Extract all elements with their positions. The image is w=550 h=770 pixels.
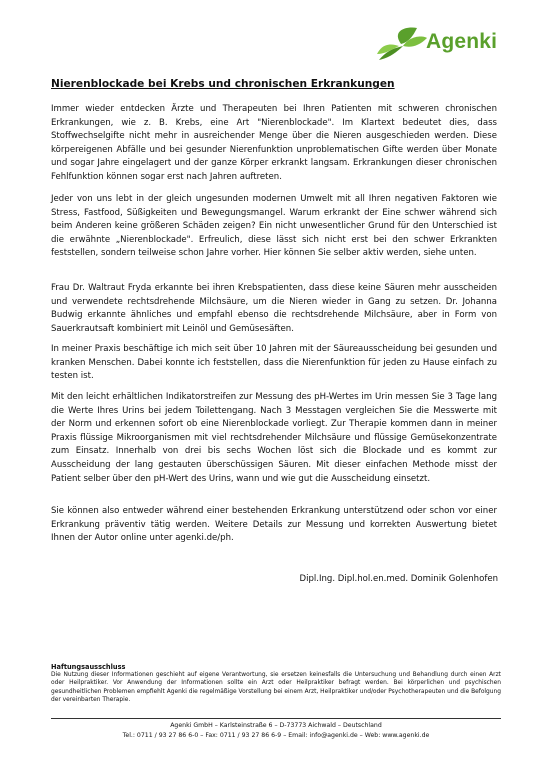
paragraph-method: Mit den leicht erhältlichen Indikatorstreifen zur Messung des pH-Wertes im Urin messen Sie 3 Tage lang die Werte Ihres Urins bei jedem Toilettengang. Nach 3 Messtagen vergleichen Sie die Messwerte mit der Norm und erkennen sofort ob eine Nierenblockade vorliegt. Zur Therapie kommen dann in meiner Praxis flüssige Mikroorganismen mit viel rechtsdrehender Milchsäure und flüssige Gemüsekonzentrate zum Einsatz. Innerhalb von drei bis sechs Wochen löst sich die Blockade und es kommt zur Ausscheidung der lang gestauten überschüssigen Säuren. Mit dieser einfachen Methode misst der Patient selber über den pH-Wert des Urins, wann und wie gut die Ausscheidung einsetzt. xyxy=(51,392,497,484)
document-title: Nierenblockade bei Krebs und chronischen Erkrankungen xyxy=(51,78,395,90)
paragraph-conclusion: Sie können also entweder während einer bestehenden Erkrankung unterstützend oder schon vor einer Erkrankung präventiv tätig werden. Weitere Details zur Messung und korrekten Auswertung bietet Ihnen der Autor online unter agenki.de/ph. xyxy=(51,506,497,544)
footer-contact: Tel.: 0711 / 93 27 86 6-0 – Fax: 0711 / 93 27 86 6-9 – Email: info@agenki.de – Web: www.agenki.de xyxy=(122,732,430,739)
author-signature: Dipl.Ing. Dipl.hol.en.med. Dominik Golenhofen xyxy=(299,574,498,584)
footer-divider xyxy=(51,718,501,719)
brand-name: Agenki xyxy=(426,30,498,53)
disclaimer-text: Die Nutzung dieser Informationen geschieht auf eigene Verantwortung, sie ersetzen keinesfalls die Untersuchung und Behandlung durch einen Arzt oder Heilpraktiker. Vor Anwendung der Informationen sollte ein Arzt oder Heilpraktiker befragt werden. Bei körperlichen und psychischen gesundheitlichen Problemen empfiehlt Agenki die regelmäßige Vorstellung bei einem Arzt, Heilpraktiker und/oder Psychotherapeuten und die Befolgung der vereinbarten Therapie. xyxy=(51,672,501,703)
paragraph-practice: In meiner Praxis beschäftige ich mich seit über 10 Jahren mit der Säureausscheidung bei gesunden und kranken Menschen. Dabei konnte ich feststellen, dass die Nierenfunktion für jeden zu Hause einfach zu testen ist. xyxy=(51,344,497,382)
disclaimer-title: Haftungsausschluss xyxy=(51,663,126,671)
paragraph-research: Frau Dr. Waltraut Fryda erkannte bei ihren Krebspatienten, dass diese keine Säuren mehr ausscheiden und verwendete rechtsdrehende Milchsäure, um die Nieren wieder in Gang zu setzen. Dr. Johanna Budwig erkannte ähnliches und empfahl ebenso die rechtsdrehende Milchsäure, aber in Form von Sauerkrautsaft kombiniert mit Leinöl und Gemüsesäften. xyxy=(51,283,497,334)
paragraph-environment: Jeder von uns lebt in der gleich ungesunden modernen Umwelt mit all Ihren negativen Faktoren wie Stress, Fastfood, Süßigkeiten und Bewegungsmangel. Warum erkrankt der Eine schwer während sich beim Anderen keine größeren Schäden zeigen? Ein nicht unwesentlicher Grund für den Unterschied ist die erwähnte „Nierenblockade". Erfreulich, diese lässt sich nicht erst bei den schwer Erkrankten feststellen, sondern teilweise schon Jahre vorher. Hier können Sie selber aktiv werden, siehe unten. xyxy=(51,194,497,259)
footer-address: Agenki GmbH – Karlsteinstraße 6 – D-73773 Aichwald – Deutschland xyxy=(170,722,382,729)
paragraph-intro: Immer wieder entdecken Ärzte und Therapeuten bei Ihren Patienten mit schweren chronischen Erkrankungen, wie z. B. Krebs, eine Art "Nierenblockade". Im Klartext bedeutet dies, dass Stoffwechselgifte nicht mehr in ausreichender Menge über die Nieren ausgeschieden werden. Diese körpereigenen Abfälle und bei gesunder Nierenfunktion unproblematischen Gifte werden über Monate und sogar Jahre eingelagert und der ganze Körper erkrankt langsam. Erkrankungen dieser chronischen Fehlfunktion können sogar erst nach Jahren auftreten. xyxy=(51,104,497,182)
